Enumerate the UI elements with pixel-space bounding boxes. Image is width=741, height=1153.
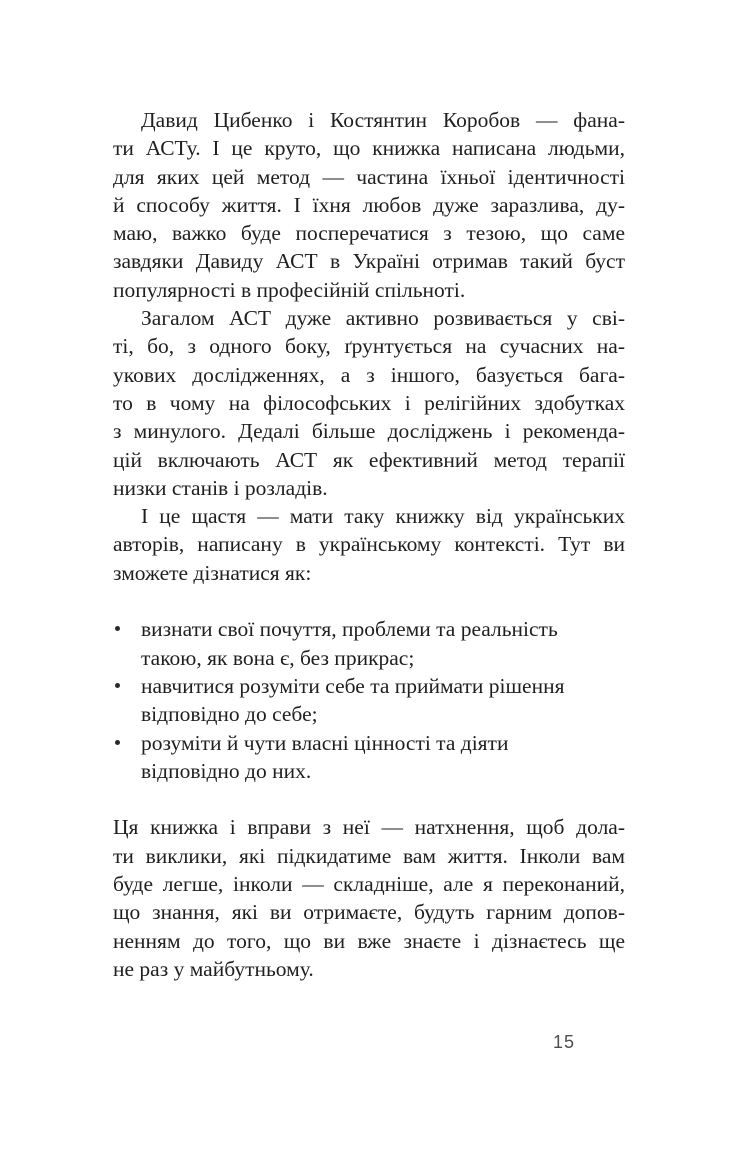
text-line: цій включають АСТ як ефективний метод терапії (113, 447, 625, 472)
text-line: зможете дізнатися як: (113, 560, 312, 585)
text-line: то в чому на філософських і релігійних здобутках (113, 390, 625, 415)
text-line: Загалом АСТ дуже активно розвивається у сві- (141, 306, 625, 331)
bullet-text-line: визнати свої почуття, проблеми та реальність (141, 617, 558, 642)
bullet-text-line: такою, як вона є, без прикрас; (141, 645, 415, 670)
list-item (113, 615, 625, 672)
vertical-spacer (113, 785, 625, 813)
text-line: й способу життя. І їхня любов дуже заразлива, ду- (113, 192, 625, 217)
list-item (113, 672, 625, 729)
text-line: ти АСТу. І це круто, що книжка написана людьми, (113, 136, 625, 161)
body-text-block (113, 106, 625, 983)
text-line: Давид Цибенко і Костянтин Коробов — фана- (141, 108, 625, 132)
bullet-text-line: відповідно до себе; (141, 702, 318, 727)
text-line: авторів, написану в українському контексті. Тут ви (113, 532, 625, 557)
bullet-icon (115, 626, 120, 631)
list-item (113, 729, 625, 786)
text-line: завдяки Давиду АСТ в Україні отримав такий буст (113, 249, 625, 274)
text-line: ти виклики, які підкидатиме вам життя. Інколи вам (113, 843, 625, 868)
page-number: 15 (553, 1032, 576, 1052)
text-line: маю, важко буде посперечатися з тезою, що саме (113, 221, 625, 246)
text-line: ненням до того, що ви вже знаєте і дізнаєтесь ще (113, 928, 625, 953)
bullet-text-line: відповідно до них. (141, 758, 312, 783)
text-line: ті, бо, з одного боку, ґрунтується на сучасних на- (113, 334, 625, 359)
text-line: не раз у майбутньому. (113, 956, 314, 981)
text-line: Ця книжка і вправи з неї — натхнення, щоб дола- (113, 815, 625, 840)
text-line: популярності в професійній спільноті. (113, 277, 466, 302)
vertical-spacer (113, 587, 625, 615)
text-line: І це щастя — мати таку книжку від українських (141, 504, 625, 529)
bullet-icon (115, 683, 120, 688)
bullet-text-line: розуміти й чути власні цінності та діяти (141, 730, 509, 755)
text-line: укових дослідженнях, а з іншого, базується бага- (113, 362, 625, 387)
text-line: що знання, які ви отримаєте, будуть гарним допов- (113, 900, 625, 925)
text-line: з минулого. Дедалі більше досліджень і рекоменда- (113, 419, 625, 444)
text-line: низки станів і розладів. (113, 475, 328, 500)
text-line: для яких цей метод — частина їхньої ідентичності (113, 164, 625, 189)
bullet-icon (115, 740, 120, 745)
bullet-text-line: навчитися розуміти себе та приймати рішення (141, 673, 565, 698)
text-line: буде легше, інколи — складніше, але я переконаний, (113, 872, 625, 897)
